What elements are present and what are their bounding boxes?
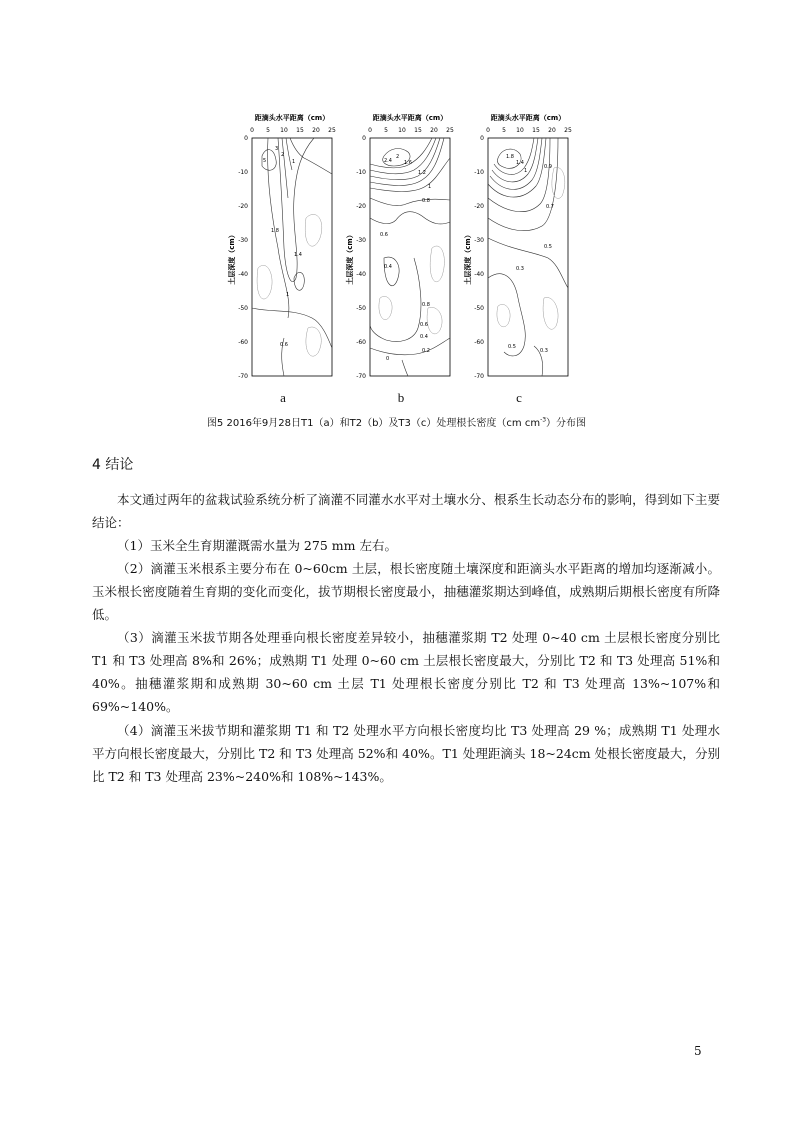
svg-text:1: 1	[286, 292, 290, 298]
contour-labels	[506, 154, 554, 354]
svg-text:0.7: 0.7	[546, 204, 554, 210]
svg-text:5: 5	[263, 158, 267, 164]
svg-text:-60: -60	[356, 339, 366, 346]
caption-end: ）分布图	[546, 418, 587, 429]
page-number: 5	[694, 1044, 702, 1058]
svg-text:0.4: 0.4	[384, 264, 392, 270]
svg-text:0: 0	[486, 127, 490, 134]
svg-text:-40: -40	[474, 271, 484, 278]
contour-plot-a	[222, 108, 344, 388]
svg-text:10: 10	[398, 127, 406, 134]
svg-text:-20: -20	[356, 203, 366, 210]
svg-text:15: 15	[414, 127, 422, 134]
section-heading: 4 结论	[92, 457, 134, 473]
svg-text:0.3: 0.3	[540, 348, 548, 354]
contour-plot-c	[458, 108, 580, 388]
svg-text:-60: -60	[474, 339, 484, 346]
svg-text:20: 20	[548, 127, 556, 134]
axis-top-label: 距滴头水平距离（cm）	[372, 114, 448, 122]
svg-text:-30: -30	[356, 237, 366, 244]
svg-text:1.8: 1.8	[506, 154, 514, 160]
svg-text:15: 15	[296, 127, 304, 134]
svg-text:20: 20	[312, 127, 320, 134]
svg-text:-60: -60	[238, 339, 248, 346]
contour-lines	[488, 138, 568, 376]
caption-superscript: -3	[540, 416, 547, 424]
contour-panel-c	[458, 108, 580, 408]
panel-label-b: b	[397, 390, 405, 405]
svg-text:-40: -40	[238, 271, 248, 278]
svg-text:0: 0	[480, 135, 484, 142]
svg-text:-70: -70	[474, 373, 484, 380]
conclusion-4: （4）滴灌玉米拔节期和灌浆期 T1 和 T2 处理水平方向根长密度均比 T3 处理高 29 %；成熟期 T1 处理水平方向根长密度最大，分别比 T2 和 T3 处理高 52%和 40%。T1 处理距滴头 18~24cm 处根长密度最大，分别比 T2 和 T3 处理高 23%~240%和 108%~143%。	[92, 723, 720, 784]
svg-text:0.3: 0.3	[516, 266, 524, 272]
axis-left-label: 土层深度（cm）	[464, 231, 472, 285]
conclusion-3: （3）滴灌玉米拔节期各处理垂向根长密度差异较小，抽穗灌浆期 T2 处理 0~40 cm 土层根长密度分别比 T1 和 T3 处理高 8%和 26%；成熟期 T1 处理 0~60 cm 土层根长密度最大，分别比 T2 和 T3 处理高 51%和 40%。抽穗灌浆期和成熟期 30~60 cm 土层 T1 处理根长密度分别比 T2 和 T3 处理高 13%~107%和 69%~140%。	[92, 630, 720, 714]
x-tick-labels	[486, 127, 572, 134]
svg-text:25: 25	[328, 127, 336, 134]
figure-caption	[0, 414, 793, 429]
contour-lines	[370, 138, 450, 376]
y-tick-labels	[356, 135, 366, 380]
svg-text:15: 15	[532, 127, 540, 134]
svg-text:1.8: 1.8	[271, 228, 279, 234]
contour-lines	[252, 138, 332, 376]
axis-left-label: 土层深度（cm）	[228, 231, 236, 285]
svg-text:1: 1	[524, 168, 528, 174]
svg-text:10: 10	[516, 127, 524, 134]
svg-text:-10: -10	[238, 169, 248, 176]
intro-paragraph: 本文通过两年的盆栽试验系统分析了滴灌不同灌水水平对土壤水分、根系生长动态分布的影响，得到如下主要结论：	[92, 492, 720, 530]
svg-text:25: 25	[564, 127, 572, 134]
svg-text:-70: -70	[238, 373, 248, 380]
svg-text:0.4: 0.4	[420, 334, 428, 340]
svg-text:-20: -20	[238, 203, 248, 210]
svg-text:5: 5	[384, 127, 388, 134]
svg-text:-40: -40	[356, 271, 366, 278]
svg-text:10: 10	[280, 127, 288, 134]
svg-text:0.6: 0.6	[380, 232, 388, 238]
svg-text:25: 25	[446, 127, 454, 134]
svg-text:-10: -10	[356, 169, 366, 176]
svg-text:1: 1	[428, 184, 432, 190]
svg-text:0.6: 0.6	[420, 322, 428, 328]
svg-text:1: 1	[292, 159, 296, 165]
figure-5	[222, 108, 582, 408]
svg-text:-30: -30	[474, 237, 484, 244]
svg-text:0.2: 0.2	[422, 348, 430, 354]
conclusion-2: （2）滴灌玉米根系主要分布在 0~60cm 土层，根长密度随土壤深度和距滴头水平距离的增加均逐渐减小。玉米根长密度随着生育期的变化而变化，拔节期根长密度最小，抽穗灌浆期达到峰值，成熟期后期根长密度有所降低。	[92, 561, 720, 622]
svg-text:1.6: 1.6	[404, 160, 412, 166]
panel-label-a: a	[280, 390, 286, 405]
svg-text:-20: -20	[474, 203, 484, 210]
svg-text:5: 5	[502, 127, 506, 134]
svg-text:-50: -50	[356, 305, 366, 312]
svg-text:5: 5	[266, 127, 270, 134]
svg-text:20: 20	[430, 127, 438, 134]
svg-text:-10: -10	[474, 169, 484, 176]
conclusion-1: （1）玉米全生育期灌溉需水量为 275 mm 左右。	[117, 538, 397, 553]
axis-left-label: 土层深度（cm）	[346, 231, 354, 285]
panel-label-c: c	[516, 390, 522, 405]
axis-top-label: 距滴头水平距离（cm）	[254, 114, 330, 122]
svg-text:0.5: 0.5	[508, 344, 516, 350]
svg-text:0.5: 0.5	[544, 244, 552, 250]
contour-lines-light	[379, 246, 444, 334]
y-tick-labels	[474, 135, 484, 380]
svg-text:0: 0	[362, 135, 366, 142]
svg-text:-50: -50	[238, 305, 248, 312]
svg-text:1.4: 1.4	[294, 252, 302, 258]
svg-text:3: 3	[275, 146, 279, 152]
y-tick-labels	[238, 135, 248, 380]
svg-text:0.6: 0.6	[280, 342, 288, 348]
x-tick-labels	[250, 127, 336, 134]
svg-text:0: 0	[368, 127, 372, 134]
plot-frame	[252, 138, 332, 376]
svg-text:2.4: 2.4	[384, 158, 392, 164]
svg-text:1.2: 1.2	[418, 170, 426, 176]
svg-text:0: 0	[244, 135, 248, 142]
x-tick-labels	[368, 127, 454, 134]
svg-text:0.8: 0.8	[422, 198, 430, 204]
svg-text:2: 2	[281, 152, 285, 158]
svg-text:0: 0	[250, 127, 254, 134]
svg-text:0: 0	[386, 356, 390, 362]
svg-text:1.4: 1.4	[516, 160, 524, 166]
svg-text:0.9: 0.9	[544, 164, 552, 170]
caption-main: 图5 2016年9月28日T1（a）和T2（b）及T3（c）处理根长密度（cm cm	[206, 418, 541, 429]
svg-text:-70: -70	[356, 373, 366, 380]
svg-text:-50: -50	[474, 305, 484, 312]
contour-panel-a	[222, 108, 344, 408]
contour-panel-b	[340, 108, 462, 408]
svg-text:2: 2	[396, 154, 400, 160]
contour-lines-light	[257, 214, 322, 356]
plot-frame	[370, 138, 450, 376]
axis-top-label: 距滴头水平距离（cm）	[490, 114, 566, 122]
contour-plot-b	[340, 108, 462, 388]
svg-text:-30: -30	[238, 237, 248, 244]
svg-text:0.8: 0.8	[422, 302, 430, 308]
